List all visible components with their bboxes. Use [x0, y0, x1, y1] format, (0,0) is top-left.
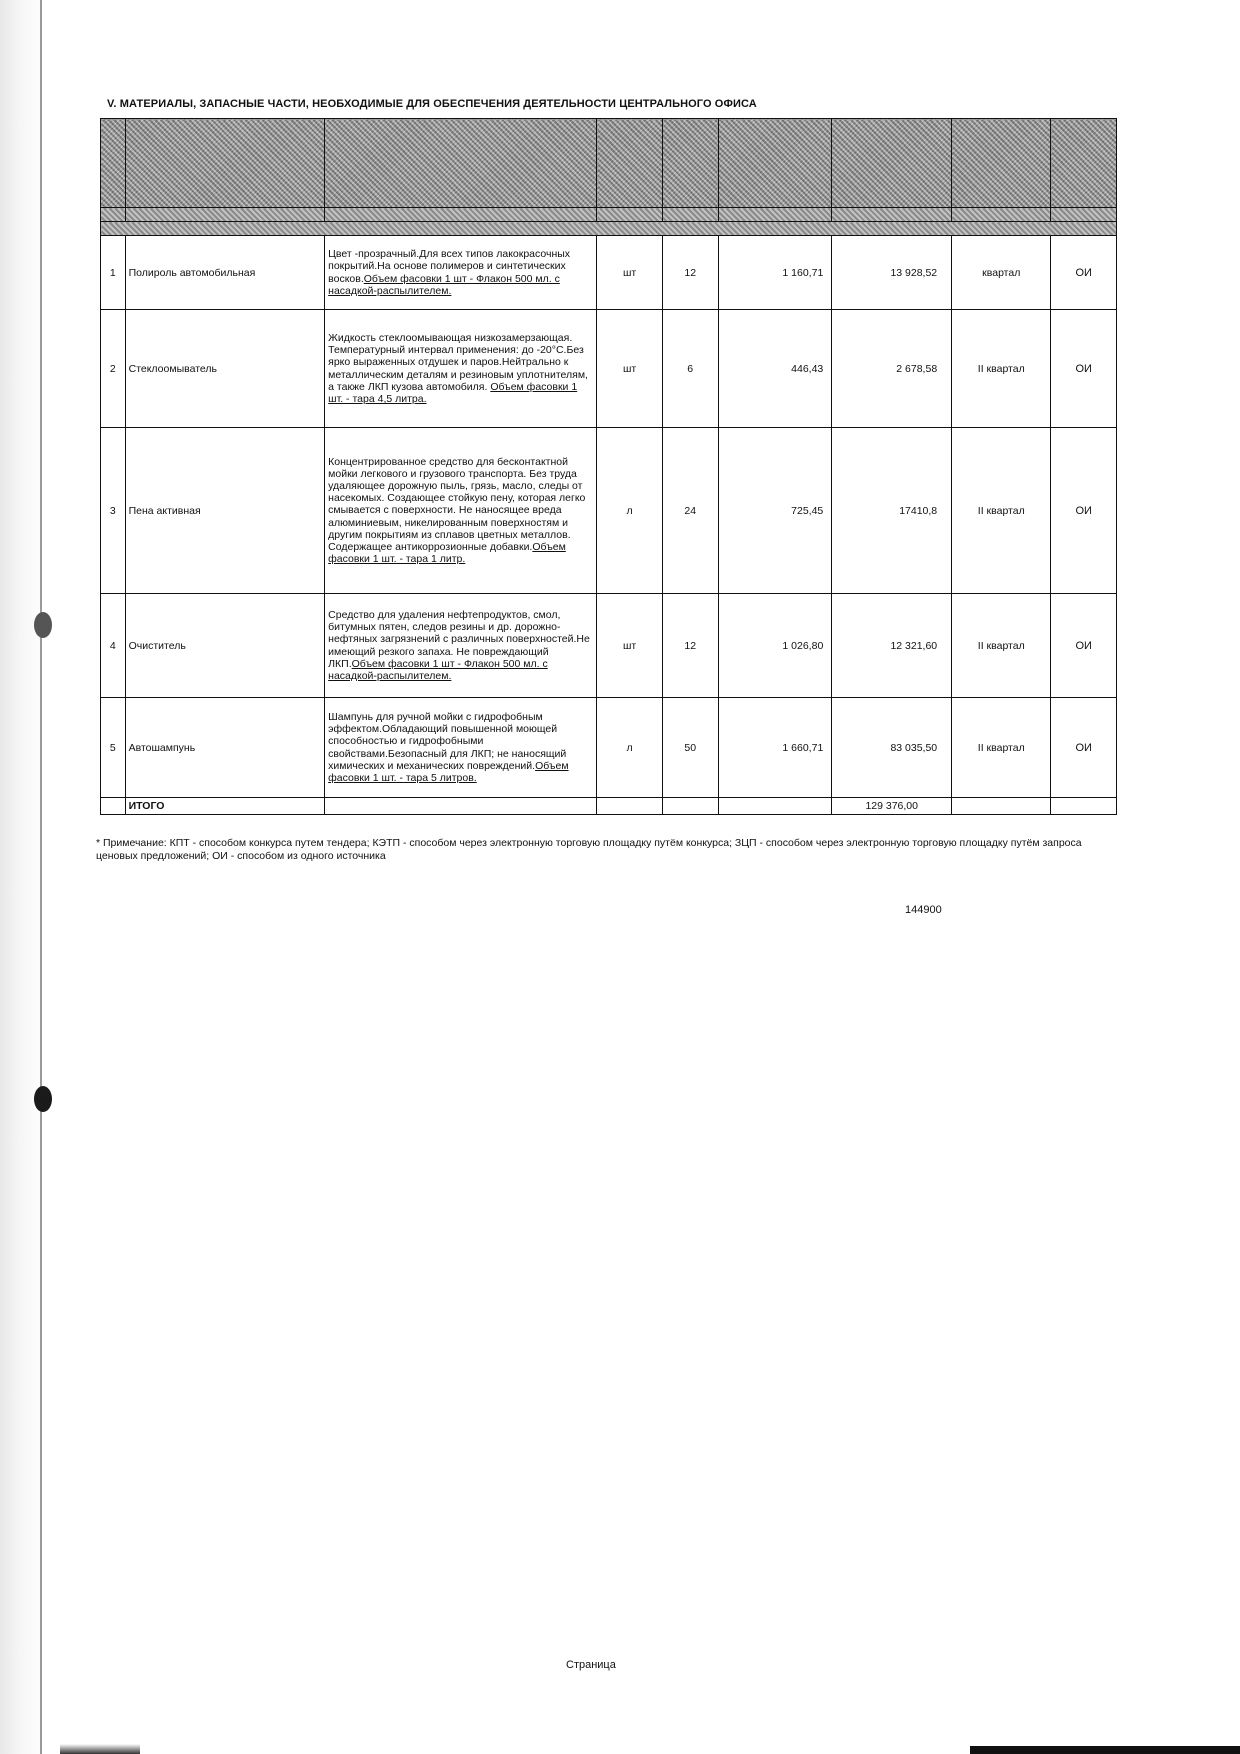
item-description [325, 698, 597, 798]
item-period: II квартал [952, 594, 1051, 698]
item-name: Стеклоомыватель [125, 310, 325, 428]
item-description [325, 594, 597, 698]
item-period: II квартал [952, 428, 1051, 594]
item-price: 1 026,80 [718, 594, 832, 698]
group-row [101, 222, 1117, 236]
item-unit: л [597, 428, 663, 594]
item-unit: шт [597, 310, 663, 428]
item-sum: 2 678,58 [832, 310, 952, 428]
scan-left-line [40, 0, 42, 1754]
scan-bottom-left-mark [60, 1744, 140, 1754]
item-quantity: 50 [662, 698, 718, 798]
packaging-text: Объем фасовки 1 шт - Флакон 500 мл. с насадкой-распылителем. [328, 272, 560, 297]
page-code: 144900 [905, 904, 942, 916]
total-sum: 129 376,00 [832, 798, 952, 815]
scan-bottom-right-bar [970, 1746, 1240, 1754]
item-sum: 13 928,52 [832, 236, 952, 310]
item-sum: 12 321,60 [832, 594, 952, 698]
item-method: ОИ [1051, 428, 1117, 594]
item-sum: 83 035,50 [832, 698, 952, 798]
table-row [101, 428, 1117, 594]
item-description [325, 310, 597, 428]
item-unit: шт [597, 594, 663, 698]
item-name: Автошампунь [125, 698, 325, 798]
item-number: 2 [101, 310, 126, 428]
description-text: Средство для удаления нефтепродуктов, смол, битумных пятен, следов резины и др. дорожно-нефтяных загрязнений с различных поверхностей.Не имеющий резкого запаха. Не повреждающий ЛКП. [328, 608, 590, 670]
packaging-text: Объем фасовки 1 шт. - тара 4,5 литра. [328, 380, 578, 405]
item-name: Пена активная [125, 428, 325, 594]
packaging-text: Объем фасовки 1 шт - Флакон 500 мл. с насадкой-распылителем. [328, 657, 548, 682]
item-period: II квартал [952, 310, 1051, 428]
column-number-row [101, 208, 1117, 222]
item-price: 1 660,71 [718, 698, 832, 798]
description-text: Жидкость стеклоомывающая низкозамерзающая. Температурный интервал применения: до -20°С.Без ярко выраженных отдушек и паров.Нейтрально к металлическим деталям и резиновым уплотнителям, а также ЛКП кузова автомобиля. [328, 331, 588, 393]
item-description [325, 236, 597, 310]
item-number: 1 [101, 236, 126, 310]
item-quantity: 12 [662, 236, 718, 310]
item-price: 725,45 [718, 428, 832, 594]
total-label: ИТОГО [125, 798, 325, 815]
packaging-text: Объем фасовки 1 шт. - тара 1 литр. [328, 541, 566, 566]
section-title: V. МАТЕРИАЛЫ, ЗАПАСНЫЕ ЧАСТИ, НЕОБХОДИМЫЕ ДЛЯ ОБЕСПЕЧЕНИЯ ДЕЯТЕЛЬНОСТИ ЦЕНТРАЛЬНОГО ОФИСА [107, 98, 757, 110]
table-row [101, 310, 1117, 428]
item-period: квартал [952, 236, 1051, 310]
header-cell [952, 119, 1051, 208]
item-price: 446,43 [718, 310, 832, 428]
item-quantity: 6 [662, 310, 718, 428]
item-method: ОИ [1051, 698, 1117, 798]
header-cell [325, 119, 597, 208]
item-period: II квартал [952, 698, 1051, 798]
item-number: 5 [101, 698, 126, 798]
item-sum: 17410,8 [832, 428, 952, 594]
description-text: Концентрированное средство для бесконтактной мойки легкового и грузового транспорта. Без труда удаляющее дорожную пыль, грязь, масло, следы от насекомых. Создающее стойкую пену, которая легко смывается с поверхности. Не наносящее вреда алюминиевым, никелированным поверхностям и другим покрытиям из сплавов цветных металлов. Содержащее антикоррозионные добавки. [328, 455, 586, 553]
item-number: 3 [101, 428, 126, 594]
punch-hole [34, 1086, 52, 1112]
header-cell [597, 119, 663, 208]
item-number: 4 [101, 594, 126, 698]
table-row [101, 698, 1117, 798]
item-quantity: 24 [662, 428, 718, 594]
materials-table [100, 118, 1117, 815]
header-cell [1051, 119, 1117, 208]
packaging-text: Объем фасовки 1 шт. - тара 5 литров. [328, 759, 569, 784]
item-name: Полироль автомобильная [125, 236, 325, 310]
item-method: ОИ [1051, 594, 1117, 698]
item-name: Очиститель [125, 594, 325, 698]
item-quantity: 12 [662, 594, 718, 698]
item-description [325, 428, 597, 594]
item-price: 1 160,71 [718, 236, 832, 310]
item-method: ОИ [1051, 310, 1117, 428]
table-header-row [101, 119, 1117, 208]
item-unit: л [597, 698, 663, 798]
page-label: Страница [566, 1659, 616, 1671]
header-cell [718, 119, 832, 208]
total-row [101, 798, 1117, 815]
description-text: Шампунь для ручной мойки с гидрофобным эффектом.Обладающий повышенной моющей способностью и гидрофобными свойствами.Безопасный для ЛКП; не наносящий химических и механических повреждений. [328, 710, 567, 772]
header-cell [832, 119, 952, 208]
table-row [101, 236, 1117, 310]
item-unit: шт [597, 236, 663, 310]
description-text: Цвет -прозрачный.Для всех типов лакокрасочных покрытий.На основе полимеров и синтетических восков. [328, 248, 571, 285]
item-method: ОИ [1051, 236, 1117, 310]
footnote: * Примечание: КПТ - способом конкурса путем тендера; КЭТП - способом через электронную торговую площадку путём конкурса; ЗЦП - способом через электронную торговую площадку путём запроса ценовых предложений; ОИ - способом из одного источника [96, 837, 1082, 862]
header-cell [125, 119, 325, 208]
punch-hole [34, 612, 52, 638]
header-cell [662, 119, 718, 208]
header-cell [101, 119, 126, 208]
table-row [101, 594, 1117, 698]
